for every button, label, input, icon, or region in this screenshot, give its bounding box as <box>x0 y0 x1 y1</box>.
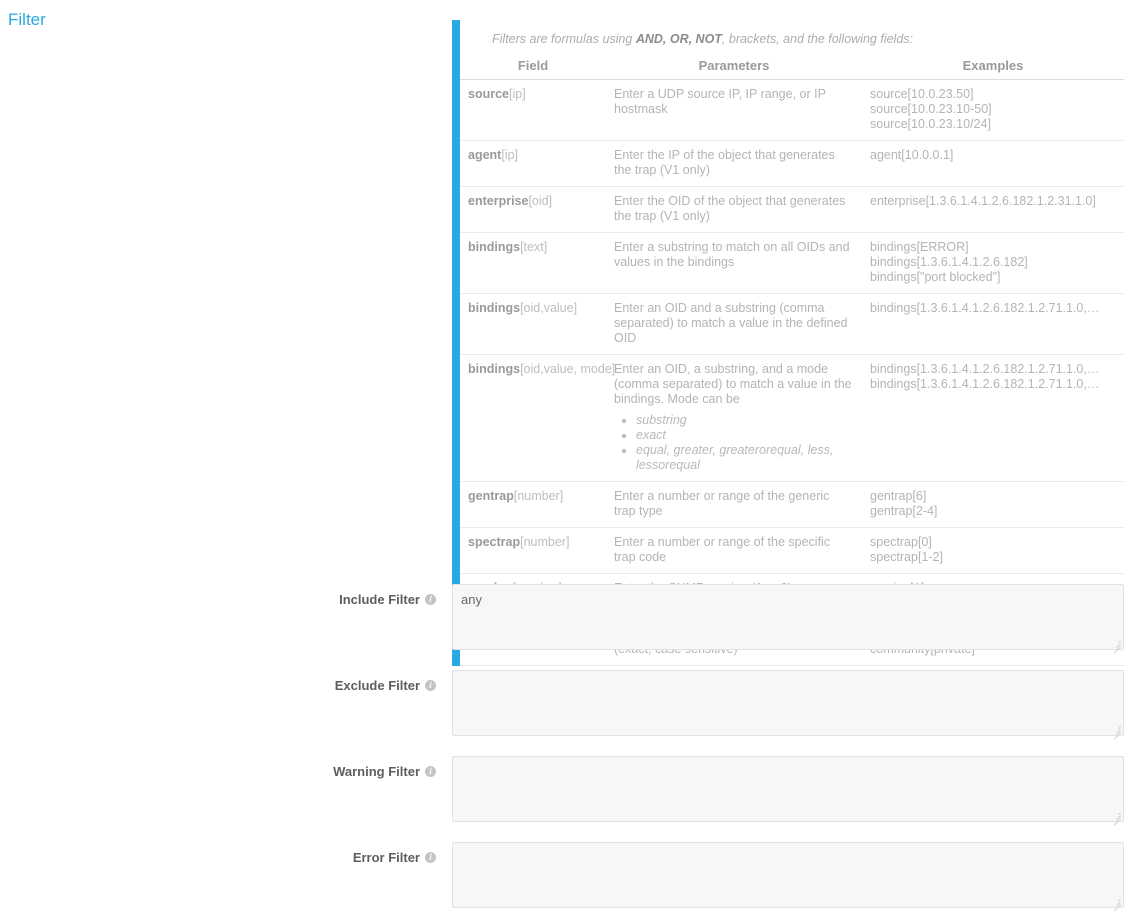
field-examples <box>862 233 1124 294</box>
help-intro-suffix: , brackets, and the following fields: <box>721 32 913 46</box>
field-name: enterprise <box>468 194 529 208</box>
info-icon[interactable]: i <box>425 594 436 605</box>
table-row <box>460 233 1124 294</box>
table-row <box>460 187 1124 233</box>
field-examples <box>862 187 1124 233</box>
exclude-filter-label <box>240 678 436 693</box>
warning-filter-row <box>0 750 1132 836</box>
field-args: [ip] <box>501 148 519 162</box>
example-line: bindings[1.3.6.1.4.1.2.6.182.1.2.71.1.0,… <box>870 362 1100 376</box>
example-line: bindings[ERROR] <box>870 240 969 254</box>
help-intro-prefix: Filters are formulas using <box>492 32 636 46</box>
field-examples <box>862 355 1124 482</box>
field-parameters: Enter an OID, a substring, and a mode (comma separated) to match a value in the bindings. Mode can be <box>614 362 852 406</box>
example-line: agent[10.0.0.1] <box>870 148 954 162</box>
exclude-filter-input[interactable] <box>452 670 1124 736</box>
field-parameters: Enter a substring to match on all OIDs and values in the bindings <box>606 233 862 294</box>
field-name: spectrap <box>468 535 521 549</box>
field-parameters: Enter a UDP source IP, IP range, or IP hostmask <box>606 80 862 141</box>
label-text: Error Filter <box>352 850 420 865</box>
include-filter-label <box>240 592 436 607</box>
help-intro-text <box>460 20 1124 56</box>
field-name: gentrap <box>468 489 514 503</box>
field-args: [number] <box>513 489 564 503</box>
table-row <box>460 294 1124 355</box>
example-line: source[10.0.23.10-50] <box>870 102 992 116</box>
field-name: source <box>468 87 509 101</box>
warning-filter-label <box>240 764 436 779</box>
info-icon[interactable]: i <box>425 852 436 863</box>
field-examples <box>862 141 1124 187</box>
label-text: Warning Filter <box>333 764 420 779</box>
warning-filter-input[interactable] <box>452 756 1124 822</box>
field-name: bindings <box>468 301 521 315</box>
include-filter-input[interactable] <box>452 584 1124 650</box>
column-header-field: Field <box>460 56 606 80</box>
field-name: bindings <box>468 240 521 254</box>
column-header-parameters: Parameters <box>606 56 862 80</box>
example-line: gentrap[6] <box>870 489 927 503</box>
table-row <box>460 528 1124 574</box>
mode-item: • substring <box>636 413 854 428</box>
mode-list <box>614 413 854 473</box>
example-line: spectrap[1-2] <box>870 550 943 564</box>
example-line: spectrap[0] <box>870 535 932 549</box>
filter-form <box>0 578 1132 922</box>
field-args: [text] <box>520 240 548 254</box>
column-header-examples: Examples <box>862 56 1124 80</box>
example-line: enterprise[1.3.6.1.4.1.2.6.182.1.2.31.1.0] <box>870 194 1096 208</box>
field-args: [oid,value, mode] <box>520 362 616 376</box>
field-args: [oid,value] <box>520 301 578 315</box>
info-icon[interactable]: i <box>425 680 436 691</box>
field-parameters: Enter a number or range of the generic trap type <box>606 482 862 528</box>
table-row <box>460 355 1124 482</box>
example-line: bindings["port blocked"] <box>870 270 1001 284</box>
field-name: agent <box>468 148 502 162</box>
field-args: [ip] <box>509 87 526 101</box>
label-text: Exclude Filter <box>334 678 420 693</box>
table-row <box>460 141 1124 187</box>
example-line: bindings[1.3.6.1.4.1.2.6.182.1.2.71.1.0,… <box>870 377 1100 391</box>
info-icon[interactable]: i <box>425 766 436 777</box>
example-line: gentrap[2-4] <box>870 504 938 518</box>
example-line: source[10.0.23.10/24] <box>870 117 991 131</box>
field-examples <box>862 482 1124 528</box>
mode-item: • exact <box>636 428 854 443</box>
help-intro-operators: AND, OR, NOT <box>635 32 722 46</box>
field-name: bindings <box>468 362 521 376</box>
table-header-row <box>460 56 1124 80</box>
exclude-filter-row <box>0 664 1132 750</box>
field-examples <box>862 528 1124 574</box>
field-args: [number] <box>520 535 570 549</box>
example-line: source[10.0.23.50] <box>870 87 974 101</box>
mode-item: • equal, greater, greaterorequal, less, lessorequal <box>636 443 854 473</box>
example-line: bindings[1.3.6.1.4.1.2.6.182] <box>870 255 1028 269</box>
filter-fields-table <box>460 56 1124 666</box>
error-filter-row <box>0 836 1132 922</box>
table-row <box>460 482 1124 528</box>
table-row <box>460 80 1124 141</box>
label-text: Include Filter <box>339 592 420 607</box>
field-args: [oid] <box>528 194 553 208</box>
field-parameters: Enter the IP of the object that generates the trap (V1 only) <box>606 141 862 187</box>
filter-help-panel <box>452 20 1124 666</box>
field-examples <box>862 80 1124 141</box>
include-filter-row <box>0 578 1132 664</box>
field-parameters: Enter a number or range of the specific trap code <box>606 528 862 574</box>
example-line: bindings[1.3.6.1.4.1.2.6.182.1.2.71.1.0,… <box>870 301 1100 315</box>
field-parameters: Enter the OID of the object that generates the trap (V1 only) <box>606 187 862 233</box>
error-filter-input[interactable] <box>452 842 1124 908</box>
field-parameters: Enter an OID and a substring (comma separated) to match a value in the defined OID <box>606 294 862 355</box>
error-filter-label <box>240 850 436 865</box>
page-title: Filter <box>8 10 46 29</box>
field-examples <box>862 294 1124 355</box>
